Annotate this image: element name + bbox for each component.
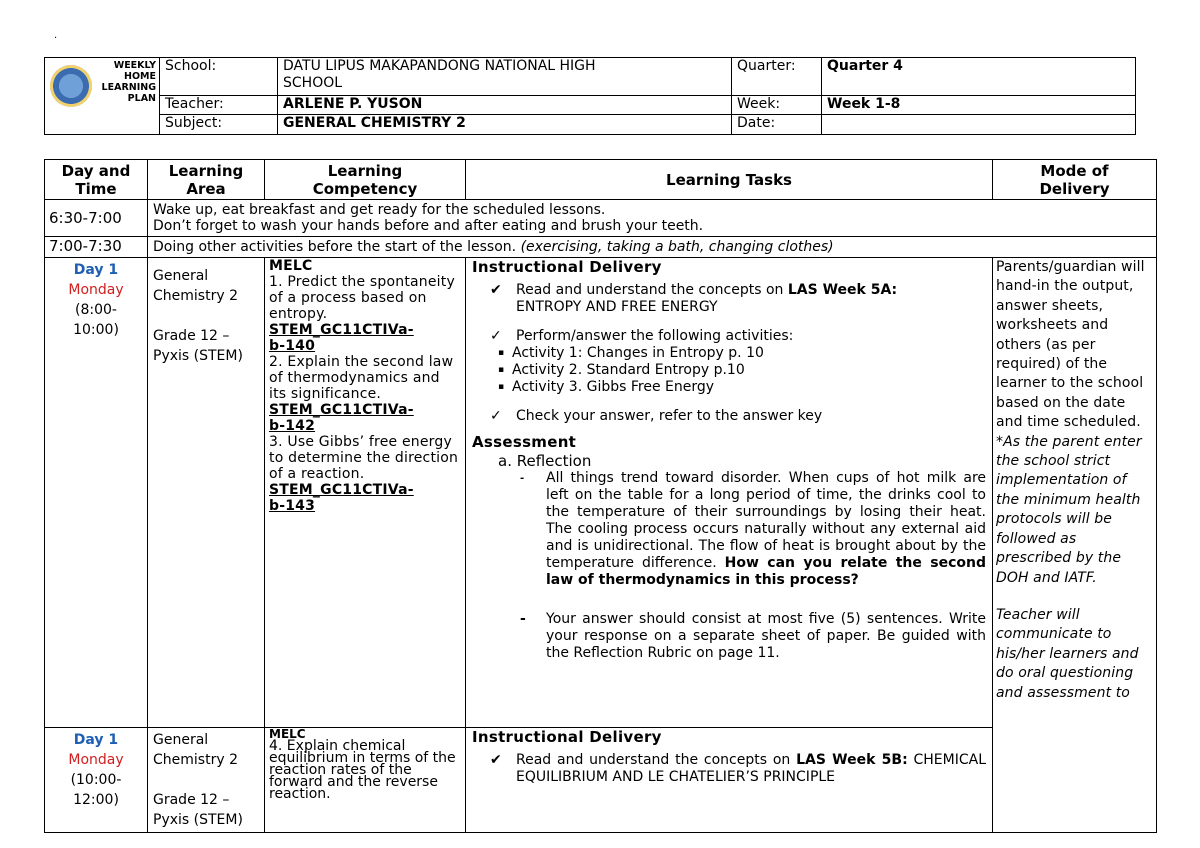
routine-text: Doing other activities before the start of the lesson. (exercising, taking a bath, changing clothes) <box>148 237 1157 258</box>
activity-item: ▪ Activity 2. Standard Entropy p.10 <box>498 362 745 378</box>
logo-cell <box>45 58 160 135</box>
date-label: Date: <box>732 114 822 134</box>
checkmark-icon: ✔ <box>490 752 502 768</box>
deped-seal-icon <box>50 65 92 107</box>
bullet-icon: ▪ <box>498 382 505 392</box>
task-item: ✓ Check your answer, refer to the answer key <box>490 408 823 424</box>
table-row <box>45 258 1157 728</box>
task-item: ✔ Read and understand the concepts on LAS Week 5B: CHEMICAL EQUILIBRIUM AND LE CHATELIER’S PRINCIPLE <box>490 752 987 785</box>
learning-tasks-cell <box>466 728 993 833</box>
day-time-cell: Day 1 Monday (8:00- 10:00) <box>45 258 148 728</box>
mode-of-delivery-cell: Parents/guardian will hand-in the output, answer sheets, worksheets and others (as per required) of the learner to the school based on the date and time scheduled. *As the parent enter the school strict implementation of the minimum health protocols will be followed as prescribed by the DOH and IATF. Teacher will communicate to his/her learners and do oral questioning and assessment to <box>993 258 1157 833</box>
plan-header-table <box>44 57 1136 135</box>
learning-plan-table <box>44 159 1157 833</box>
teacher-value: ARLENE P. YUSON <box>278 95 732 114</box>
competency-cell: MELC 1. Predict the spontaneity of a process based on entropy. STEM_GC11CTIVa- b-140 2. Explain the second law of thermodynamics and its significance. STEM_GC11CTIVa- b-142 3. Use Gibbs’ free energy to determine the direction of a reaction. STEM_GC11CTIVa- b-143 <box>265 258 466 728</box>
day-time-cell: Day 1 Monday (10:00- 12:00) <box>45 728 148 833</box>
competency-cell: MELC 4. Explain chemical equilibrium in terms of the reaction rates of the forward and the reverse reaction. <box>265 728 466 833</box>
time-cell: 7:00-7:30 <box>45 237 148 258</box>
activity-item: ▪ Activity 1: Changes in Entropy p. 10 <box>498 345 764 361</box>
assessment-heading: Assessment <box>472 433 577 451</box>
col-learning-competency: Learning Competency <box>265 160 466 200</box>
bullet-icon: ▪ <box>498 365 505 375</box>
table-row <box>45 237 1157 258</box>
checkmark-icon: ✓ <box>490 408 502 424</box>
teacher-label: Teacher: <box>160 95 278 114</box>
quarter-label: Quarter: <box>732 58 822 96</box>
subject-value: GENERAL CHEMISTRY 2 <box>278 114 732 134</box>
stray-dot: . <box>54 30 58 41</box>
reflection-instruction: - Your answer should consist at most five (5) sentences. Write your response on a separate sheet of paper. Be guided with the Reflection Rubric on page 11. <box>520 611 986 661</box>
activity-item: ▪ Activity 3. Gibbs Free Energy <box>498 379 715 395</box>
logo-title: WEEKLY HOME LEARNING PLAN <box>101 60 156 104</box>
school-value: DATU LIPUS MAKAPANDONG NATIONAL HIGH SCHOOL <box>278 58 732 96</box>
table-row <box>45 728 1157 833</box>
date-value <box>822 114 1136 134</box>
reflection-prompt: - All things trend toward disorder. When cups of hot milk are left on the table for a long period of time, the drinks cool to the temperature of their surroundings by losing their heat. The cooling process occurs naturally without any external aid and is unidirectional. The flow of heat is brought about by the temperature difference. How can you relate the second law of thermodynamics in this process? <box>520 470 986 588</box>
time-cell: 6:30-7:00 <box>45 200 148 237</box>
task-item: ✓ Perform/answer the following activities: <box>490 328 794 344</box>
week-label: Week: <box>732 95 822 114</box>
col-learning-tasks: Learning Tasks <box>466 160 993 200</box>
table-header-row <box>45 160 1157 200</box>
table-row <box>45 200 1157 237</box>
task-item: ✔ Read and understand the concepts on LAS Week 5A: ENTROPY AND FREE ENERGY <box>490 282 898 315</box>
reflection-heading: a. Reflection <box>498 452 592 470</box>
col-mode-delivery: Mode of Delivery <box>993 160 1157 200</box>
school-label: School: <box>160 58 278 96</box>
quarter-value: Quarter 4 <box>822 58 1136 96</box>
col-day-time: Day and Time <box>45 160 148 200</box>
col-learning-area: Learning Area <box>148 160 265 200</box>
routine-text: Wake up, eat breakfast and get ready for the scheduled lessons. Don’t forget to wash your hands before and after eating and brush your teeth. <box>148 200 1157 237</box>
learning-area-cell: General Chemistry 2 Grade 12 – Pyxis (STEM) <box>148 258 265 728</box>
instructional-delivery-heading: Instructional Delivery <box>472 728 662 746</box>
bullet-icon: ▪ <box>498 348 505 358</box>
learning-area-cell: General Chemistry 2 Grade 12 – Pyxis (STEM) <box>148 728 265 833</box>
learning-tasks-cell <box>466 258 993 728</box>
subject-label: Subject: <box>160 114 278 134</box>
week-value: Week 1-8 <box>822 95 1136 114</box>
checkmark-icon: ✓ <box>490 328 502 344</box>
instructional-delivery-heading: Instructional Delivery <box>472 258 662 276</box>
checkmark-icon: ✔ <box>490 282 502 298</box>
